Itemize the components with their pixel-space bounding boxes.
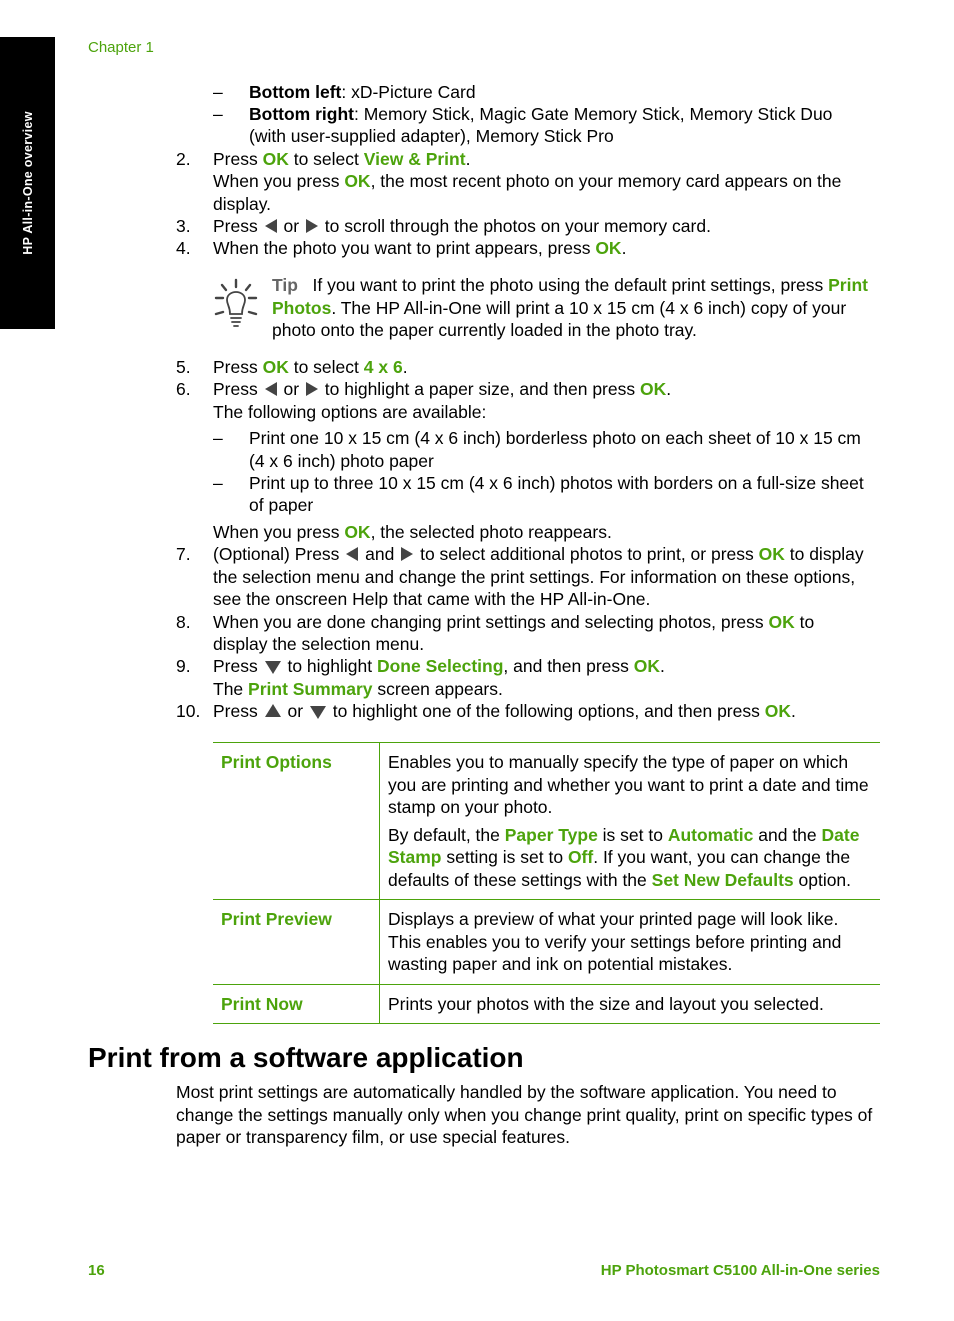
step-7: (Optional) Press and to select additional photos to print, or press OK to display — [213, 544, 864, 564]
print-options-desc: Enables you to manually specify the type of paper on which you are printing and whether you want to print a date and time stamp on your photo. — [388, 752, 869, 817]
step-number: 7. — [176, 544, 191, 564]
lightbulb-icon — [213, 278, 259, 328]
left-arrow-icon — [265, 219, 277, 233]
step-6-after: When you press OK, the selected photo reappears. — [213, 522, 612, 542]
bullet-bottom-right: – — [213, 104, 223, 124]
step-number: 3. — [176, 216, 191, 236]
step-number: 5. — [176, 357, 191, 377]
step-3: Press or to scroll through the photos on your memory card. — [213, 216, 711, 236]
print-preview-key: Print Preview — [221, 909, 332, 929]
step-number: 10. — [176, 701, 201, 721]
step-10: Press or to highlight one of the following options, and then press OK. — [213, 701, 796, 721]
step-6: Press or to highlight a paper size, and then press OK. — [213, 379, 672, 399]
step-4: When the photo you want to print appears, press OK. — [213, 238, 627, 258]
left-arrow-icon — [346, 547, 358, 561]
step-number: 6. — [176, 379, 191, 399]
step-6-line-2: The following options are available: — [213, 402, 487, 422]
step-9: Press to highlight Done Selecting, and then press OK. — [213, 656, 665, 676]
options-table — [213, 742, 880, 1024]
step-8: When you are done changing print settings and selecting photos, press OK to — [213, 612, 815, 632]
bullet-bottom-right-text: Bottom right: Memory Stick, Magic Gate Memory Stick, Memory Stick Duo — [249, 104, 833, 124]
step-number: 8. — [176, 612, 191, 632]
step-8-line-2: display the selection menu. — [213, 634, 425, 654]
table-row — [213, 900, 880, 985]
option-borders: Print up to three 10 x 15 cm (4 x 6 inch) photos with borders on a full-size sheet — [249, 473, 864, 493]
bullet-bottom-right-text-2: (with user-supplied adapter), Memory Stick Pro — [249, 126, 614, 146]
print-options-key: Print Options — [221, 752, 332, 772]
up-arrow-icon — [265, 704, 281, 717]
down-arrow-icon — [265, 661, 281, 674]
step-number: 9. — [176, 656, 191, 676]
step-2-line-2: When you press OK, the most recent photo on your memory card appears on the — [213, 171, 842, 191]
tip-label: Tip — [272, 275, 298, 295]
print-options-defaults: By default, the Paper Type is set to Automatic and the Date Stamp setting is set to Off. If you want, you can change the defaults of these settings with the Set New Defaults option. — [388, 824, 860, 890]
right-arrow-icon — [306, 382, 318, 396]
step-2-line-3: display. — [213, 194, 272, 214]
step-7-line-3: see the onscreen Help that came with the HP All-in-One. — [213, 589, 651, 609]
bullet-bottom-left-text: Bottom left: xD-Picture Card — [249, 82, 476, 102]
step-7-line-2: the selection menu and change the print settings. For information on these options, — [213, 567, 856, 587]
step-2: Press OK to select View & Print. — [213, 149, 471, 169]
step-9-line-2: The Print Summary screen appears. — [213, 679, 503, 699]
print-now-key: Print Now — [221, 993, 303, 1014]
down-arrow-icon — [310, 706, 326, 719]
side-tab — [0, 37, 55, 329]
option-borders-2: of paper — [249, 495, 314, 515]
step-number: 2. — [176, 149, 191, 169]
footer-series: HP Photosmart C5100 All-in-One series — [600, 1262, 880, 1279]
print-now-desc: Prints your photos with the size and layout you selected. — [388, 993, 824, 1014]
option-borderless-2: (4 x 6 inch) photo paper — [249, 451, 434, 471]
chapter-header: Chapter 1 — [88, 39, 154, 56]
section-body: Most print settings are automatically handled by the software application. You need to change the settings manually only when you change print quality, print on specific types of paper or transparency film, or use special features. — [176, 1082, 873, 1147]
tip-note: Tip If you want to print the photo using the default print settings, press Print Photos. The HP All-in-One will print a 10 x 15 cm (4 x 6 inch) copy of your photo onto the paper currently loaded in the photo tray. — [272, 275, 868, 340]
option-dash: – — [213, 473, 223, 493]
section-title: Print from a software application — [88, 1042, 524, 1073]
step-5: Press OK to select 4 x 6. — [213, 357, 408, 377]
table-row — [213, 743, 880, 900]
print-preview-desc: Displays a preview of what your printed page will look like. This enables you to verify your settings before printing and wasting paper and ink on potential mistakes. — [388, 909, 842, 974]
page-number: 16 — [88, 1262, 105, 1279]
right-arrow-icon — [306, 219, 318, 233]
right-arrow-icon — [401, 547, 413, 561]
step-number: 4. — [176, 238, 191, 258]
bullet-bottom-left: – — [213, 82, 223, 102]
left-arrow-icon — [265, 382, 277, 396]
option-borderless: Print one 10 x 15 cm (4 x 6 inch) borderless photo on each sheet of 10 x 15 cm — [249, 428, 861, 448]
table-row — [213, 984, 880, 1024]
option-dash: – — [213, 428, 223, 448]
side-tab-label: HP All-in-One overview — [20, 111, 35, 255]
